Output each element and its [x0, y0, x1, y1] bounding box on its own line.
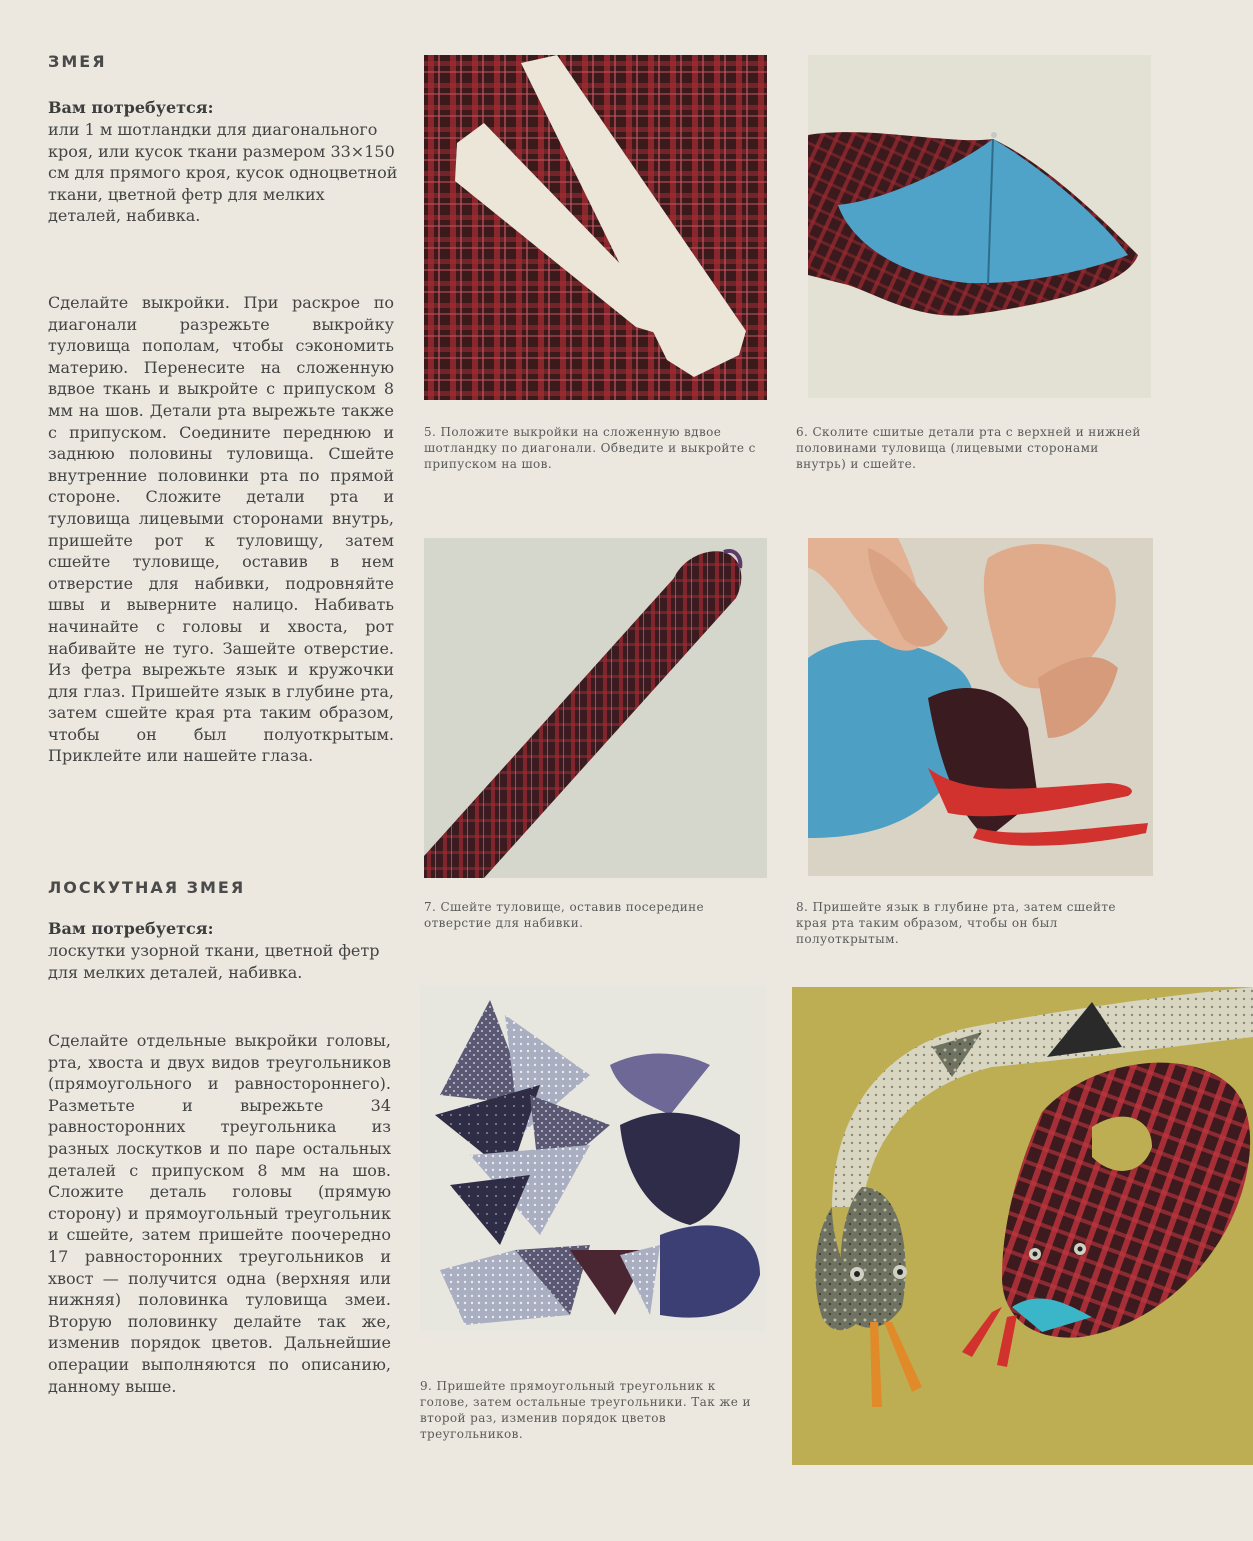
- photo-mouth-pinned: [808, 55, 1151, 398]
- materials-2: лоскутки узорной ткани, цветной фетр для мелких деталей, набивка.: [48, 941, 380, 982]
- caption-7: 7. Сшейте туловище, оставив посередине отверстие для набивки.: [424, 900, 705, 930]
- needs-label-1: Вам потребуется:: [48, 98, 214, 117]
- caption-8: 8. Пришейте язык в глубине рта, затем сшейте края рта таким образом, чтобы он был полуоткрытым.: [796, 900, 1116, 946]
- caption-5: 5. Положите выкройки на сложенную вдвое шотландку по диагонали. Обведите и выкройте с припуском на шов.: [424, 425, 756, 471]
- instructions-1: Сделайте выкройки. При раскрое по диагонали разрежьте выкройку туловища пополам, чтобы сэкономить материю. Перенесите на сложенную вдвое ткань и выкройте с припуском 8 мм на шов. Детали рта вырежьте также с припуском. Соедините переднюю и заднюю половины туловища. Сшейте внутренние половинки рта по прямой стороне. Сложите детали рта и туловища лицевыми сторонами внутрь, пришейте рот к туловищу, затем сшейте туловище, оставив в нем отверстие для набивки, подровняйте швы и выверните налицо. Набивать начинайте с головы и хвоста, рот набивайте не туго. Зашейте отверстие. Из фетра вырежьте язык и кружочки для глаз. Пришейте язык в глубине рта, затем сшейте края рта таким образом, чтобы он был полуоткрытым. Приклейте или нашейте глаза.: [48, 293, 394, 766]
- caption-6: 6. Сколите сшитые детали рта с верхней и нижней половинами туловища (лицевыми сторонами внутрь) и сшейте.: [796, 425, 1141, 471]
- photo-pattern-on-tartan: [424, 55, 767, 400]
- photo-sewn-body: [424, 538, 767, 878]
- instructions-2: Сделайте отдельные выкройки головы, рта, хвоста и двух видов треугольников (прямоугольного и равностороннего). Разметьте и вырежьте 34 равносторонних треугольника из разных лоскутков и по паре остальных деталей с припуском 8 мм на шов. Сложите деталь головы (прямую сторону) и прямоугольный треугольник и сшейте, затем пришейте поочередно 17 равносторонних треугольников и хвост — получится одна (верхняя или нижняя) половинка туловища змеи. Вторую половинку делайте так же, изменив порядок цветов. Дальнейшие операции выполняются по описанию, данному выше.: [48, 1031, 391, 1396]
- section-title-snake: ЗМЕЯ: [48, 52, 107, 71]
- section-title-patchwork: ЛОСКУТНАЯ ЗМЕЯ: [48, 878, 246, 897]
- caption-9: 9. Пришейте прямоугольный треугольник к голове, затем остальные треугольники. Так же и второй раз, изменив порядок цветов треугольников.: [420, 1379, 751, 1441]
- photo-patchwork-triangles: [420, 985, 766, 1331]
- photo-finished-snakes: [792, 987, 1253, 1465]
- materials-1: или 1 м шотландки для диагонального кроя, или кусок ткани размером 33×150 см для прямого кроя, кусок одноцветной ткани, цветной фетр для мелких деталей, набивка.: [48, 120, 398, 226]
- needs-label-2: Вам потребуется:: [48, 919, 214, 938]
- photo-sewing-tongue: [808, 538, 1153, 876]
